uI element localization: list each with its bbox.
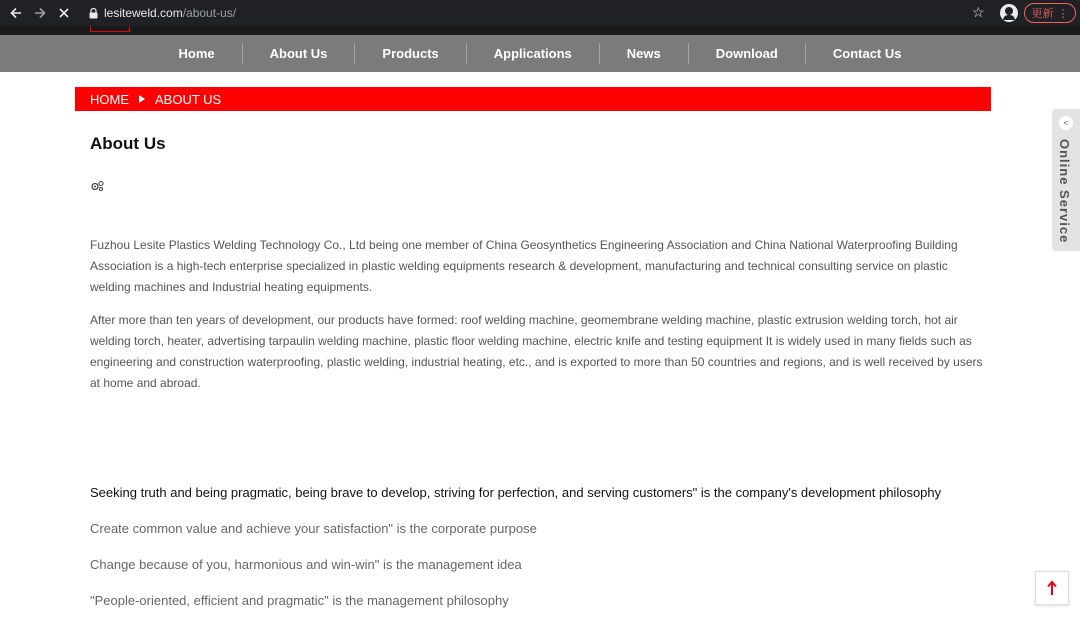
site-top-strip bbox=[0, 26, 1080, 35]
nav-item-about-us[interactable]: About Us bbox=[243, 43, 356, 64]
arrow-up-icon bbox=[1046, 580, 1058, 596]
profile-avatar-icon[interactable] bbox=[1000, 4, 1018, 22]
browser-toolbar bbox=[0, 0, 1080, 26]
menu-dots-icon: ⋮ bbox=[1057, 7, 1069, 20]
update-label: 更新 bbox=[1031, 8, 1054, 20]
stop-loading-icon[interactable] bbox=[52, 1, 76, 25]
address-bar[interactable] bbox=[80, 3, 1000, 23]
bookmark-star-icon[interactable]: ☆ bbox=[972, 4, 985, 20]
online-service-tab[interactable] bbox=[1052, 109, 1080, 251]
management-idea: Change because of you, harmonious and win-win" is the management idea bbox=[90, 557, 522, 572]
nav-item-news[interactable]: News bbox=[600, 43, 689, 64]
url-host: lesiteweld.com bbox=[104, 6, 183, 20]
intro-paragraph: Fuzhou Lesite Plastics Welding Technology Co., Ltd being one member of China Geosynthetics Engineering Association and China National Waterproofing Building Association is a high-tech enterprise specialized in plastic welding equipments research & development, manufacturing and technical consulting service on plastic welding machines and Industrial heating equipments. bbox=[90, 238, 958, 294]
page-title: About Us bbox=[90, 134, 166, 153]
site-logo[interactable] bbox=[90, 26, 130, 32]
nav-item-download[interactable]: Download bbox=[689, 43, 806, 64]
back-arrow-icon[interactable] bbox=[4, 1, 28, 25]
url-path: /about-us/ bbox=[182, 6, 237, 20]
nav-item-home[interactable]: Home bbox=[152, 43, 243, 64]
nav-item-products[interactable]: Products bbox=[355, 43, 466, 64]
gears-icon bbox=[90, 180, 104, 192]
nav-item-contact-us[interactable]: Contact Us bbox=[832, 46, 902, 61]
online-service-label: Online Service bbox=[1057, 139, 1072, 244]
forward-arrow-icon[interactable] bbox=[28, 1, 52, 25]
main-navigation bbox=[0, 35, 1080, 72]
breadcrumb-current-link[interactable]: ABOUT US bbox=[155, 91, 222, 107]
breadcrumb-home-link[interactable]: HOME bbox=[90, 91, 129, 107]
corporate-purpose: Create common value and achieve your satisfaction" is the corporate purpose bbox=[90, 521, 537, 536]
development-philosophy: Seeking truth and being pragmatic, being brave to develop, striving for perfection, and serving customers" is the company's development philosophy bbox=[90, 485, 942, 500]
breadcrumb bbox=[75, 87, 991, 111]
lock-icon bbox=[86, 6, 100, 20]
back-to-top-button[interactable] bbox=[1035, 571, 1069, 605]
update-button[interactable] bbox=[1024, 3, 1076, 23]
breadcrumb-arrow-icon bbox=[139, 95, 145, 103]
development-paragraph: After more than ten years of development, our products have formed: roof welding machine, geomembrane welding machine, plastic extrusion welding torch, hot air welding torch, heater, advertising tarpaulin welding machine, plastic floor welding machine, electric knife and testing equipment It is widely used in many fields such as engineering and construction waterproofing, plastic welding, industrial heating, etc., and is exported to more than 50 countries and regions, and is well received by users at home and abroad. bbox=[90, 313, 983, 390]
management-philosophy: "People-oriented, efficient and pragmatic" is the management philosophy bbox=[90, 593, 509, 608]
nav-item-applications[interactable]: Applications bbox=[467, 43, 600, 64]
chevron-left-icon[interactable]: < bbox=[1059, 116, 1073, 130]
url-text bbox=[104, 6, 236, 20]
